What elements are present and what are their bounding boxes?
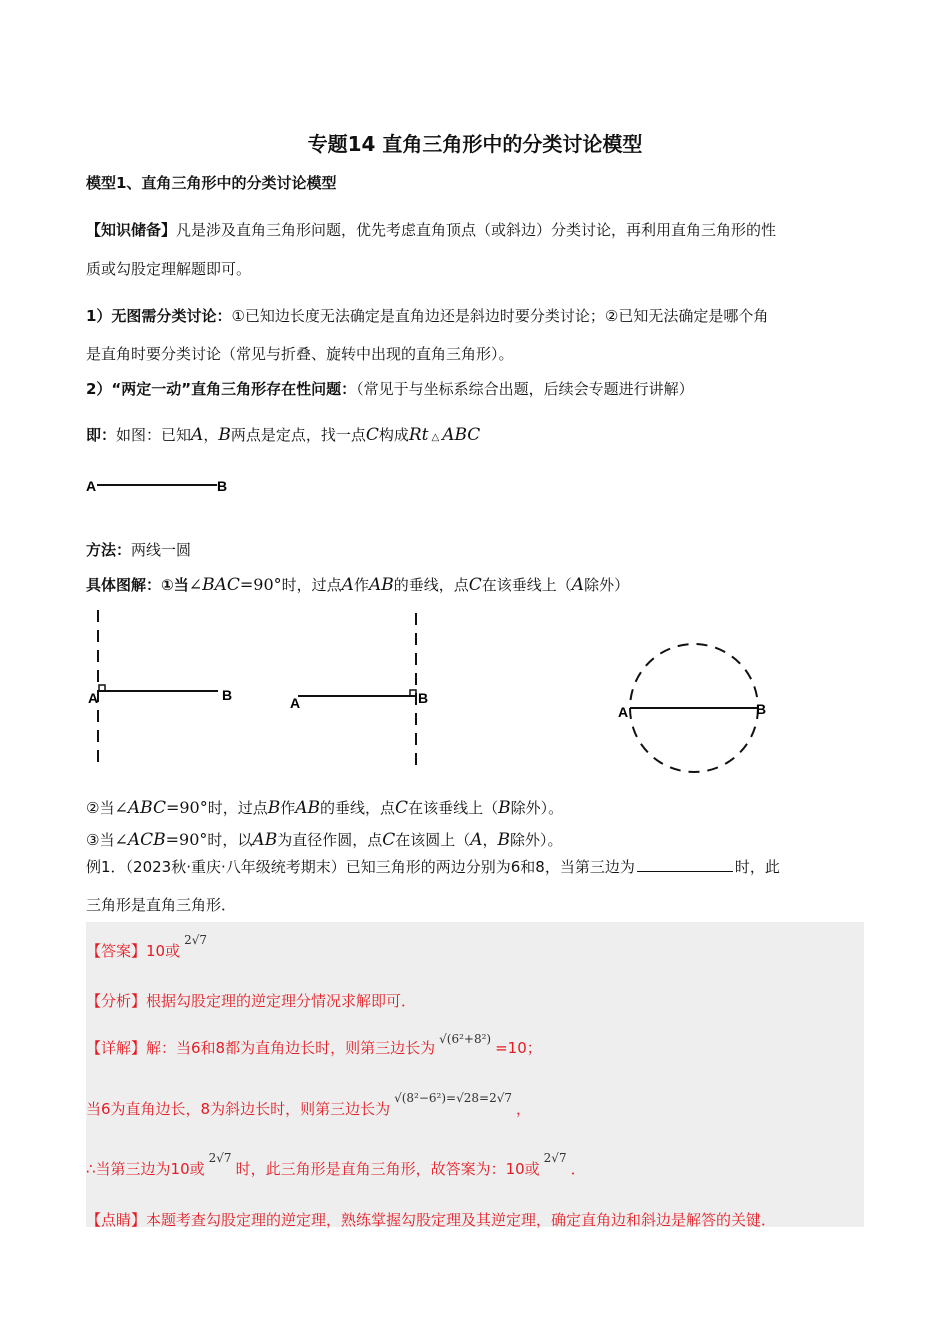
case3-angle-symbol: ∠ bbox=[114, 830, 128, 849]
model-heading: 模型1、直角三角形中的分类讨论模型 bbox=[86, 174, 337, 192]
intro-abc: ABC bbox=[442, 425, 481, 445]
sqrt-expression-1: √(6²+8²) bbox=[439, 1032, 492, 1046]
point2-label: 2）“两定一动”直角三角形存在性问题： bbox=[86, 380, 357, 398]
case2-point-c: C bbox=[395, 798, 409, 818]
case2-ab: AB bbox=[295, 798, 321, 818]
figure-label-a: A bbox=[86, 478, 97, 494]
case2-text-4: 在该垂线上（ bbox=[408, 799, 499, 817]
detail-point-a: A bbox=[341, 575, 354, 595]
intro-text-1: 如图：已知 bbox=[116, 426, 192, 444]
case2-text-1: 时，过点 bbox=[207, 799, 268, 817]
detail-text-4: 在该垂线上（ bbox=[481, 576, 572, 594]
intro-text-3: 构成 bbox=[378, 426, 409, 444]
page-title: 专题14 直角三角形中的分类讨论模型 bbox=[307, 132, 643, 156]
case3-point-c: C bbox=[382, 830, 396, 850]
example-line-2: 三角形是直角三角形． bbox=[86, 896, 237, 914]
intro-point-c: C bbox=[365, 425, 379, 445]
case3-acb: ACB bbox=[127, 830, 166, 850]
angle-bac: BAC bbox=[202, 575, 240, 595]
detail-text-1: 时，过点 bbox=[281, 576, 342, 594]
note-line bbox=[86, 1209, 776, 1230]
case2-line bbox=[86, 797, 563, 818]
detail-point-c: C bbox=[468, 575, 482, 595]
intro-comma: ， bbox=[203, 426, 219, 444]
case3-text-3: 在该圆上（ bbox=[395, 831, 471, 849]
case3-text-0: ③当 bbox=[86, 831, 115, 849]
case2-text-0: ②当 bbox=[86, 799, 115, 817]
point2-text: （常见于与坐标系综合出题，后续会专题进行讲解） bbox=[356, 380, 694, 398]
angle-symbol: ∠ bbox=[188, 575, 203, 594]
sqrt-expression-2: √(8²−6²)=√28=2√7 bbox=[394, 1091, 512, 1105]
case2-abc: ABC bbox=[127, 798, 166, 818]
intro-line bbox=[86, 424, 480, 445]
knowledge-tag: 【知识储备】 bbox=[86, 221, 177, 239]
case3-line bbox=[86, 829, 563, 850]
detail-answer-text-2b: ， bbox=[516, 1100, 532, 1118]
detail-text-2: 作 bbox=[353, 576, 369, 594]
detail-answer-tag: 【详解】 bbox=[86, 1039, 147, 1057]
case3-ab: AB bbox=[252, 830, 278, 850]
case3-eq90: =90° bbox=[165, 830, 208, 849]
intro-rt: Rt bbox=[408, 425, 429, 445]
diagram2-label-b: B bbox=[418, 690, 429, 706]
case2-point-b: B bbox=[267, 798, 281, 818]
diagram-perpendicular-at-b bbox=[290, 613, 428, 773]
analysis-tag: 【分析】 bbox=[86, 992, 147, 1010]
detail-answer-line-3 bbox=[86, 1151, 586, 1179]
detail-answer-text-2: 当6为直角边长，8为斜边长时，则第三边长为 bbox=[86, 1100, 391, 1118]
case2-angle-symbol: ∠ bbox=[114, 798, 128, 817]
segment-ab-figure bbox=[86, 474, 236, 496]
diagram-circle bbox=[618, 644, 766, 772]
figure-label-b: B bbox=[217, 478, 228, 494]
case2-text-3: 的垂线，点 bbox=[320, 799, 396, 817]
detail-answer-text-3: ∴当第三边为10或 bbox=[86, 1160, 205, 1178]
intro-point-b: B bbox=[218, 425, 231, 445]
detail-answer-text-3b: 时，此三角形是直角三角形，故答案为：10或 bbox=[235, 1160, 540, 1178]
detail-point-a2: A bbox=[571, 575, 585, 595]
case3-text-1: 时，以 bbox=[207, 831, 253, 849]
eq-90: =90° bbox=[239, 575, 282, 594]
point1-text-1: ①已知边长度无法确定是直角边还是斜边时要分类讨论；②已知无法确定是哪个角 bbox=[231, 307, 769, 325]
intro-label: 即： bbox=[86, 426, 117, 444]
point1-line-2: 是直角时要分类讨论（常见与折叠、旋转中出现的直角三角形）。 bbox=[86, 345, 514, 363]
point1-line-1 bbox=[86, 305, 768, 326]
diagram1-label-b: B bbox=[222, 687, 233, 703]
case3-comma: ， bbox=[482, 831, 498, 849]
analysis-line bbox=[86, 990, 416, 1011]
answer-tag: 【答案】 bbox=[86, 942, 147, 960]
case3-point-a: A bbox=[470, 830, 483, 850]
point2-line bbox=[86, 378, 694, 399]
method-line bbox=[86, 539, 191, 560]
note-tag: 【点睛】 bbox=[86, 1211, 147, 1229]
case2-eq90: =90° bbox=[165, 798, 208, 817]
intro-text-2: 两点是定点，找一点 bbox=[230, 426, 366, 444]
example-line-1 bbox=[86, 856, 780, 877]
diagram-perpendicular-at-a bbox=[88, 610, 232, 770]
answer-box bbox=[86, 922, 864, 1227]
detail-answer-text-1b: =10； bbox=[495, 1039, 542, 1057]
example-text-1b: 时，此 bbox=[734, 858, 780, 876]
diagrams bbox=[80, 605, 800, 785]
answer-root-3: 2√7 bbox=[543, 1151, 567, 1165]
case3-point-b: B bbox=[497, 830, 511, 850]
detail-answer-text-3c: ． bbox=[570, 1160, 586, 1178]
detail-text-3: 的垂线，点 bbox=[393, 576, 469, 594]
diagram1-label-a: A bbox=[88, 690, 99, 706]
example-text-1: 例1．（2023秋·重庆·八年级统考期末）已知三角形的两边分别为6和8，当第三边为 bbox=[86, 858, 635, 876]
note-text: 本题考查勾股定理的逆定理，熟练掌握勾股定理及其逆定理，确定直角边和斜边是解答的关键． bbox=[146, 1211, 777, 1229]
answer-root: 2√7 bbox=[184, 933, 208, 947]
diagram3-label-a: A bbox=[618, 704, 629, 720]
detail-ab: AB bbox=[368, 575, 394, 595]
detail-answer-line-2 bbox=[86, 1091, 532, 1119]
case2-text-2: 作 bbox=[280, 799, 296, 817]
case3-text-4: 除外）。 bbox=[510, 831, 563, 849]
method-label: 方法： bbox=[86, 541, 132, 559]
diagram2-label-a: A bbox=[290, 695, 301, 711]
answer-root-2: 2√7 bbox=[208, 1151, 232, 1165]
intro-point-a: A bbox=[191, 425, 204, 445]
detail-answer-line-1 bbox=[86, 1032, 542, 1058]
case2-text-5: 除外）。 bbox=[510, 799, 564, 817]
point1-label: 1）无图需分类讨论： bbox=[86, 307, 232, 325]
answer-text: 10或 bbox=[146, 942, 181, 960]
analysis-text: 根据勾股定理的逆定理分情况求解即可． bbox=[146, 992, 417, 1010]
answer-line bbox=[86, 933, 208, 961]
diagram3-label-b: B bbox=[756, 701, 767, 717]
knowledge-text-1: 凡是涉及直角三角形问题，优先考虑直角顶点（或斜边）分类讨论，再利用直角三角形的性 bbox=[176, 221, 777, 239]
knowledge-line-1 bbox=[86, 219, 776, 240]
method-text: 两线一圆 bbox=[131, 541, 192, 559]
triangle-symbol: △ bbox=[431, 432, 440, 443]
case3-text-2: 为直径作圆，点 bbox=[277, 831, 383, 849]
detail-label: 具体图解：①当 bbox=[86, 576, 189, 594]
case2-point-b2: B bbox=[498, 798, 511, 818]
knowledge-line-2: 质或勾股定理解题即可。 bbox=[86, 260, 252, 278]
detail-line bbox=[86, 574, 629, 595]
answer-blank[interactable] bbox=[637, 857, 733, 872]
detail-answer-text-1: 解：当6和8都为直角边长时，则第三边长为 bbox=[146, 1039, 436, 1057]
detail-text-5: 除外） bbox=[584, 576, 630, 594]
